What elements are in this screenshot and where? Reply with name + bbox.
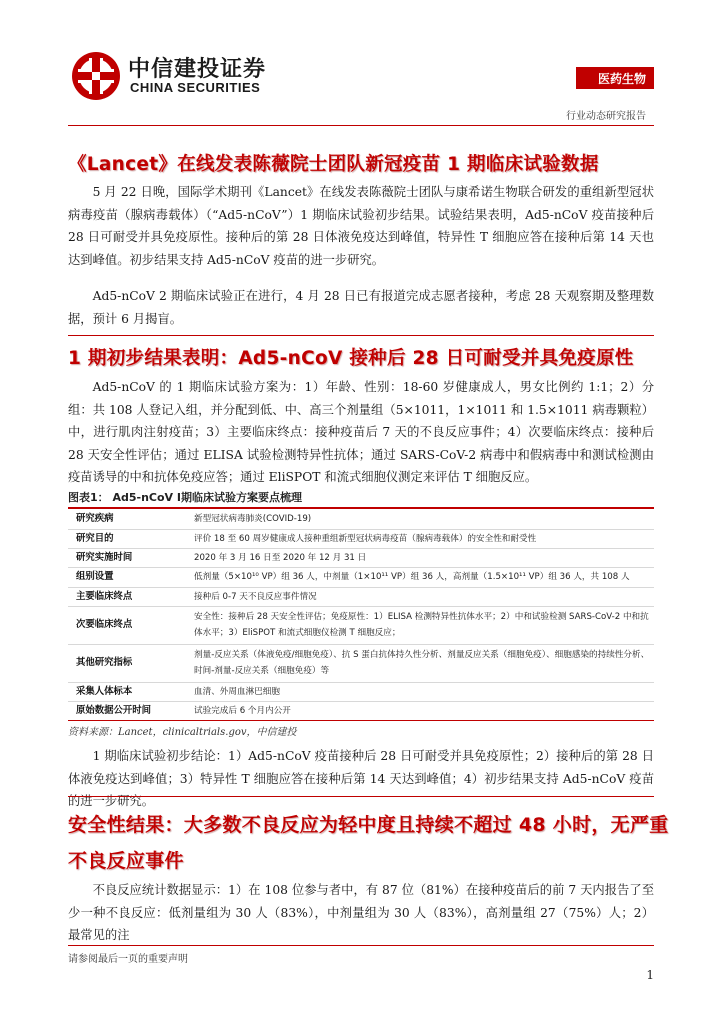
intro-paragraph-2: Ad5-nCoV 2 期临床试验正在进行，4 月 28 日已有报道完成志愿者接种，考虑 28 天观察期及整理数据，预计 6 月揭盲。 [68,289,654,326]
row-value: 评价 18 至 60 周岁健康成人接种重组新型冠状病毒疫苗（腺病毒载体）的安全性和耐受性 [194,533,537,544]
section1-paragraph: Ad5-nCoV 的 1 期临床试验方案为：1）年龄、性别：18-60 岁健康成人，男女比例约 1:1；2）分组：共 108 人登记入组，并分配到低、中、高三个剂量组（5×1011，1×1011 和 1.5×1011 病毒颗粒）中，进行肌肉注射疫苗；3）主要临床终点：接种疫苗后 7 天的不良反应事件；4）次要临床终点：接种后 28 天安全性评估；通过 ELISA 试验检测特异性抗体；通过 SARS-CoV-2 病毒中和假病毒中和测试检测由疫苗诱导的中和抗体免疫应答；通过 EliSPOT 和流式细胞仪测定来评估 T 细胞反应。 [68,380,654,484]
logo-english-name: CHINA SECURITIES [130,80,261,95]
figure-title: 图表1： Ad5-nCoV Ⅰ期临床试验方案要点梳理 [68,491,302,504]
table-row [68,644,654,682]
section-divider [68,796,654,797]
row-value: 2020 年 3 月 16 日至 2020 年 12 月 31 日 [194,552,367,563]
section1-heading: 1 期初步结果表明：Ad5-nCoV 接种后 28 日可耐受并具免疫原性 [68,348,634,369]
intro-paragraph-1: 5 月 22 日晚，国际学术期刊《Lancet》在线发表陈薇院士团队与康希诺生物联合研发的重组新型冠状病毒疫苗（腺病毒载体）（“Ad5-nCoV”）1 期临床试验初步结果。试验结果表明，Ad5-nCoV 疫苗接种后 28 日可耐受并具免疫原性。接种后的第 28 日体液免疫达到峰值，特异性 T 细胞应答在接种后第 14 天也达到峰值。初步结果支持 Ad5-nCoV 疫苗的进一步研究。 [68,185,654,267]
table-row [68,548,654,567]
section2-heading-line1: 安全性结果：大多数不良反应为轻中度且持续不超过 48 小时，无严重 [68,814,669,836]
section2-paragraph: 不良反应统计数据显示：1）在 108 位参与者中，有 87 位（81%）在接种疫苗后的前 7 天内报告了至少一种不良反应：低剂量组为 30 人（83%），中剂量组为 30 人（83%），高剂量组 27（75%）人；2）最常见的注 [68,883,654,942]
table-row [68,529,654,548]
trial-design-table [68,510,654,721]
row-key: 研究实施时间 [76,551,133,563]
row-key: 其他研究指标 [76,657,133,668]
row-value: 接种后 0-7 天不良反应事件情况 [194,591,317,602]
disclaimer-note: 请参阅最后一页的重要声明 [68,954,188,965]
row-key: 采集人体标本 [76,685,133,697]
row-value: 安全性：接种后 28 天安全性评估；免疫原性：1）ELISA 检测特异性抗体水平；2）中和试验检测 SARS-CoV-2 中和抗体水平；3）EliSPOT 和流式细胞仪检测 T 细胞反应； [194,612,649,638]
section1-conclusion: 1 期临床试验初步结论：1）Ad5-nCoV 疫苗接种后 28 日可耐受并具免疫原性；2）接种后的第 28 日体液免疫达到峰值；3）特异性 T 细胞应答在接种后第 14 天达到峰值；4）初步结果支持 Ad5-nCoV 疫苗的进一步研究。 [68,749,654,808]
figure-top-rule [68,507,654,509]
header-divider [68,125,654,126]
section-divider [68,335,654,336]
row-key: 研究目的 [76,532,114,544]
figure-source: 资料来源：Lancet，clinicaltrials.gov，中信建投 [68,727,297,738]
row-key: 原始数据公开时间 [76,704,152,716]
china-securities-logo-icon [70,50,122,102]
row-key: 主要临床终点 [76,590,133,602]
row-value: 新型冠状病毒肺炎(COVID-19) [194,514,312,525]
page-number: 1 [646,968,654,982]
report-type: 行业动态研究报告 [566,111,646,122]
table-row [68,682,654,701]
table-row [68,567,654,587]
table-row [68,587,654,606]
table-row [68,510,654,529]
row-value: 试验完成后 6 个月内公开 [194,705,291,716]
sector-label: 医药生物 [597,72,646,86]
row-value: 血清、外周血淋巴细胞 [194,686,280,697]
logo-chinese-name: 中信建投证券 [128,57,267,82]
table-row [68,701,654,720]
row-key: 研究疾病 [76,513,114,525]
row-value: 低剂量（5×10¹⁰ VP）组 36 人，中剂量（1×10¹¹ VP）组 36 人，高剂量（1.5×10¹¹ VP）组 36 人，共 108 人 [194,572,630,582]
footer-divider [68,945,654,946]
row-key: 组别设置 [76,571,114,582]
row-key: 次要临床终点 [76,619,133,630]
report-title: 《Lancet》在线发表陈薇院士团队新冠疫苗 1 期临床试验数据 [68,154,599,175]
row-value: 剂量-反应关系（体液免疫/细胞免疫）、抗 S 蛋白抗体持久性分析、剂量反应关系（细胞免疫）、细胞感染的持续性分析、时间-剂量-反应关系（细胞免疫）等 [194,650,650,676]
table-row [68,606,654,644]
section2-heading-line2: 不良反应事件 [68,850,184,872]
